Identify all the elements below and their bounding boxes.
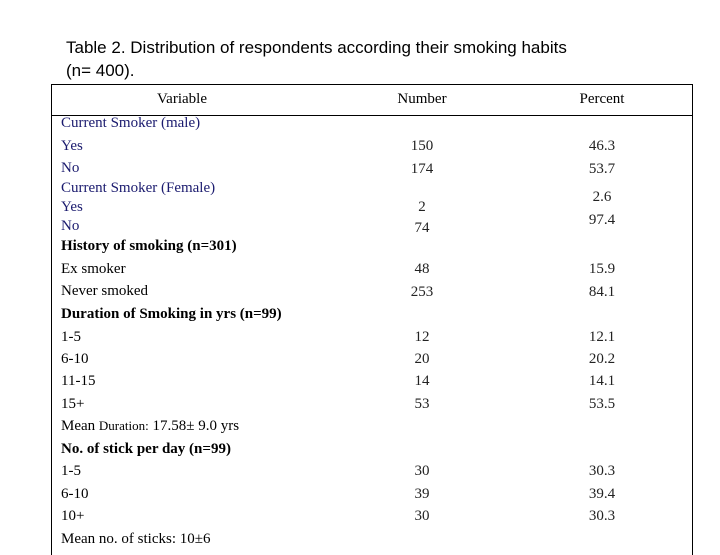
row-number: 30	[414, 463, 430, 479]
mean-duration	[61, 418, 239, 435]
row-label: Yes	[61, 199, 83, 215]
caption-line-2: (n= 400).	[66, 61, 135, 80]
row-percent: 15.9	[588, 261, 616, 277]
row-label: No	[61, 160, 80, 176]
row-number: 53	[414, 396, 430, 412]
header-variable: Variable	[157, 91, 207, 107]
section-current-smoker-male: Current Smoker (male)	[61, 115, 201, 131]
row-label: 11-15	[61, 373, 96, 389]
row-number: 20	[414, 351, 430, 367]
row-percent: 30.3	[588, 463, 616, 479]
section-history-of-smoking: History of smoking (n=301)	[61, 238, 237, 254]
smoking-habits-table	[51, 84, 693, 555]
row-number: 12	[414, 329, 430, 345]
row-percent: 97.4	[588, 212, 616, 228]
table-caption	[66, 36, 666, 82]
row-number: 174	[410, 161, 434, 177]
section-duration-of-smoking: Duration of Smoking in yrs (n=99)	[61, 306, 282, 322]
section-sticks-per-day: No. of stick per day (n=99)	[61, 441, 231, 457]
mean-sticks: Mean no. of sticks: 10±6	[61, 531, 211, 547]
row-label: 6-10	[61, 486, 89, 502]
row-percent: 2.6	[592, 189, 612, 205]
row-label: 6-10	[61, 351, 89, 367]
row-percent: 39.4	[588, 486, 616, 502]
row-number: 14	[414, 373, 430, 389]
mean-duration-small-label: Duration:	[98, 418, 149, 433]
row-label: 1-5	[61, 329, 81, 345]
row-percent: 20.2	[588, 351, 616, 367]
section-current-smoker-female: Current Smoker (Female)	[61, 180, 216, 196]
row-number: 48	[414, 261, 430, 277]
mean-duration-value: 17.58± 9.0 yrs	[148, 418, 240, 434]
header-percent: Percent	[579, 91, 625, 107]
row-percent: 12.1	[588, 329, 616, 345]
row-label: 10+	[61, 508, 85, 524]
row-percent: 53.5	[588, 396, 616, 412]
row-label: 1-5	[61, 463, 81, 479]
row-label: Never smoked	[61, 283, 149, 299]
caption-line-1: Table 2. Distribution of respondents according their smoking habits	[66, 38, 567, 57]
row-label: Yes	[61, 138, 83, 154]
mean-duration-prefix: Mean	[61, 418, 99, 434]
row-number: 74	[414, 220, 430, 236]
header-number: Number	[397, 91, 447, 107]
row-label: No	[61, 218, 80, 234]
row-percent: 84.1	[588, 284, 616, 300]
row-percent: 14.1	[588, 373, 616, 389]
row-number: 39	[414, 486, 430, 502]
row-label: 15+	[61, 396, 85, 412]
row-label: Ex smoker	[61, 261, 126, 277]
row-number: 30	[414, 508, 430, 524]
row-percent: 30.3	[588, 508, 616, 524]
row-percent: 46.3	[588, 138, 616, 154]
row-number: 150	[410, 138, 434, 154]
row-percent: 53.7	[588, 161, 616, 177]
row-number: 253	[410, 284, 434, 300]
row-number: 2	[418, 199, 426, 215]
